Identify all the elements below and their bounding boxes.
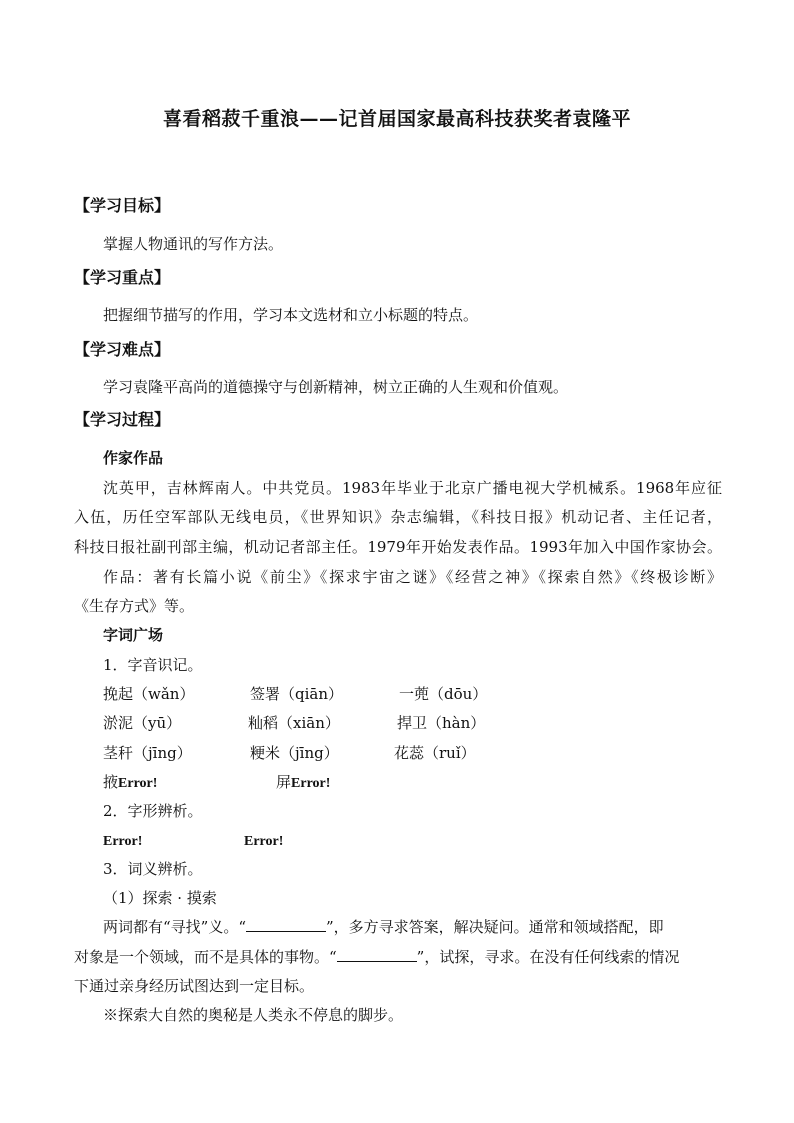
heading-learning-process: 【学习过程】 <box>74 410 171 429</box>
error-field <box>276 771 330 792</box>
vocab-item-shape: 2．字形辨析。 <box>103 802 203 820</box>
definition-text: ”，多方寻求答案，解决疑问。通常和领域搭配，即 <box>326 918 664 936</box>
error-field <box>103 831 142 850</box>
heading-difficulties: 【学习难点】 <box>74 340 171 359</box>
vocab-item-pronunciation: 1．字音识记。 <box>103 656 203 674</box>
pinyin-entry: 茎秆（jīng） <box>103 744 192 762</box>
author-works-line: 《生存方式》等。 <box>74 597 195 615</box>
error-char: 屏 <box>276 773 292 791</box>
definition-text: ”，试探，寻求。在没有任何线索的情况 <box>416 948 680 966</box>
fill-blank[interactable] <box>246 917 326 932</box>
definition-line <box>103 916 664 937</box>
pinyin-entry: 挽起（wǎn） <box>103 685 195 703</box>
vocab-item-meaning: 3．词义辨析。 <box>103 860 203 878</box>
pinyin-entry: 籼稻（xiān） <box>248 714 340 732</box>
error-text: Error! <box>244 834 284 849</box>
example-sentence: ※探索大自然的奥秘是人类永不停息的脚步。 <box>103 1006 404 1024</box>
pinyin-entry: 淤泥（yū） <box>103 714 182 732</box>
pinyin-entry: 一蔸（dōu） <box>399 685 488 703</box>
author-bio-line: 科技日报社副刊部主编，机动记者部主任。1979年开始发表作品。1993年加入中国作家协会。 <box>74 538 722 556</box>
word-pair-heading: （1）探索 · 摸索 <box>103 889 217 907</box>
fill-blank[interactable] <box>337 947 417 962</box>
definition-line <box>74 946 679 967</box>
heading-key-points: 【学习重点】 <box>74 268 171 287</box>
error-text: Error! <box>118 776 158 791</box>
pinyin-entry: 捍卫（hàn） <box>397 714 486 732</box>
error-char: 掖 <box>103 773 119 791</box>
pinyin-entry: 签署（qiān） <box>250 685 344 703</box>
key-points-text: 把握细节描写的作用，学习本文选材和立小标题的特点。 <box>103 306 479 324</box>
subheading-author-works: 作家作品 <box>103 449 164 467</box>
error-text: Error! <box>103 834 143 849</box>
document-title: 喜看稻菽千重浪——记首届国家最高科技获奖者袁隆平 <box>162 108 631 130</box>
error-field <box>244 831 283 850</box>
author-works-line: 作品：著有长篇小说《前尘》《探求宇宙之谜》《经营之神》《探索自然》《终极诊断》 <box>103 568 722 586</box>
pinyin-entry: 粳米（jīng） <box>250 744 339 762</box>
subheading-vocabulary: 字词广场 <box>103 626 164 644</box>
definition-text: 两词都有“寻找”义。“ <box>103 918 247 936</box>
learning-goal-text: 掌握人物通讯的写作方法。 <box>103 235 284 253</box>
heading-learning-goal: 【学习目标】 <box>74 196 171 215</box>
author-bio-line: 沈英甲，吉林辉南人。中共党员。1983年毕业于北京广播电视大学机械系。1968年应征 <box>103 479 722 497</box>
definition-text: 对象是一个领域，而不是具体的事物。“ <box>74 948 337 966</box>
error-field <box>103 771 157 792</box>
pinyin-entry: 花蕊（ruǐ） <box>394 744 476 762</box>
definition-line: 下通过亲身经历试图达到一定目标。 <box>74 977 315 995</box>
difficulties-text: 学习袁隆平高尚的道德操守与创新精神，树立正确的人生观和价值观。 <box>103 378 569 396</box>
error-text: Error! <box>291 776 331 791</box>
author-bio-line: 入伍，历任空军部队无线电员，《世界知识》杂志编辑，《科技日报》机动记者、主任记者， <box>74 508 722 526</box>
